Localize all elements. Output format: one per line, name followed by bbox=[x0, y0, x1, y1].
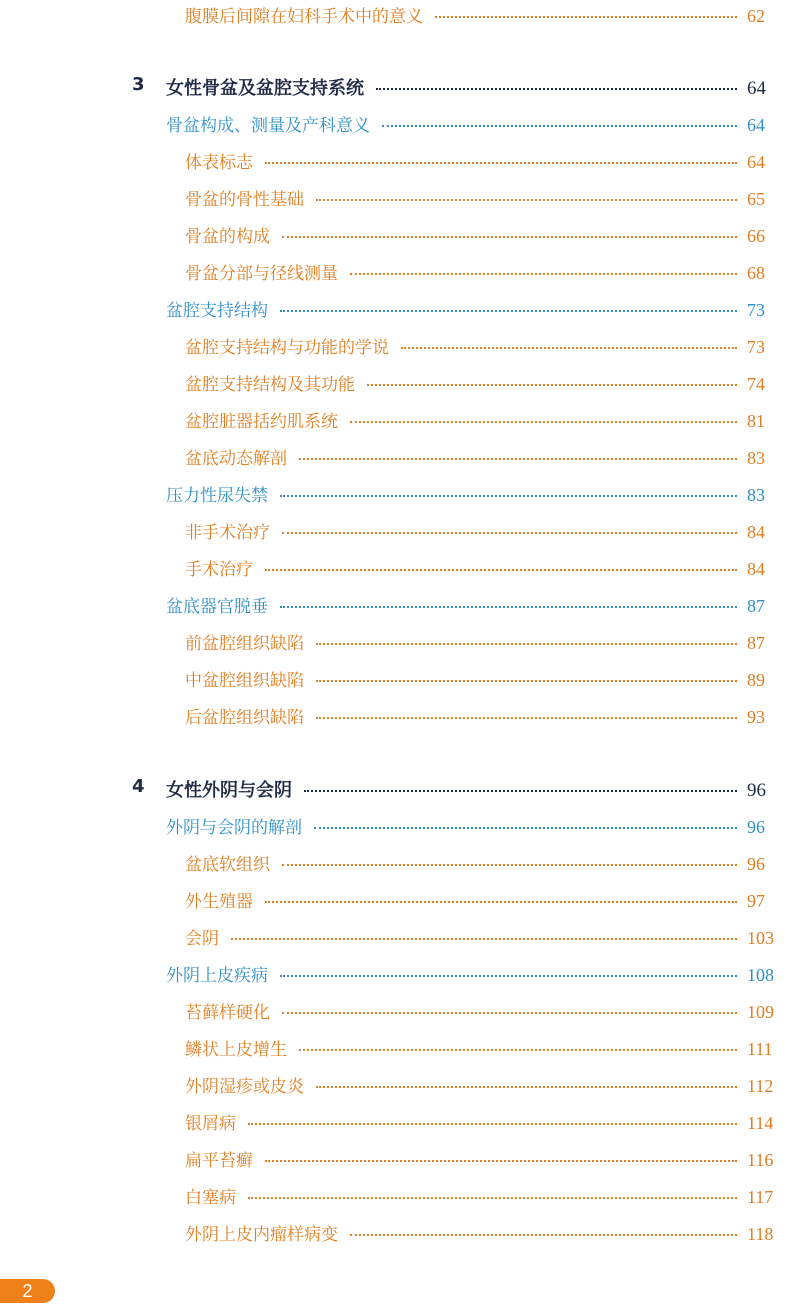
toc-entry[interactable] bbox=[185, 222, 785, 247]
toc-entry-title: 盆腔支持结构及其功能 bbox=[185, 375, 355, 395]
chapter-number: 3 bbox=[132, 74, 145, 95]
toc-entry-page: 87 bbox=[747, 633, 765, 653]
toc-entry-page: 118 bbox=[747, 1224, 774, 1244]
dot-leader bbox=[367, 384, 737, 386]
toc-entry-page: 97 bbox=[747, 891, 765, 911]
dot-leader bbox=[265, 901, 737, 903]
page-number-badge: 2 bbox=[0, 1279, 55, 1303]
toc-entry-page: 65 bbox=[747, 189, 765, 209]
toc-entry[interactable] bbox=[185, 1109, 785, 1134]
toc-entry[interactable] bbox=[185, 629, 785, 654]
toc-entry-page: 111 bbox=[747, 1039, 773, 1059]
dot-leader bbox=[282, 1012, 737, 1014]
dot-leader bbox=[231, 938, 737, 940]
dot-leader bbox=[299, 1049, 737, 1051]
toc-entry[interactable] bbox=[185, 924, 785, 949]
toc-entry[interactable] bbox=[185, 1072, 785, 1097]
dot-leader bbox=[350, 273, 737, 275]
toc-entry-title: 会阴 bbox=[185, 929, 219, 949]
toc-entry-page: 116 bbox=[747, 1150, 774, 1170]
toc-entry-page: 89 bbox=[747, 670, 765, 690]
toc-section-title: 外阴上皮疾病 bbox=[166, 966, 268, 986]
dot-leader bbox=[282, 864, 737, 866]
toc-chapter[interactable] bbox=[132, 776, 785, 802]
toc-entry-title: 后盆腔组织缺陷 bbox=[185, 708, 304, 728]
toc-entry-page: 93 bbox=[747, 707, 765, 727]
toc-section-page: 108 bbox=[747, 965, 774, 985]
toc-entry-page: 66 bbox=[747, 226, 765, 246]
toc-entry[interactable] bbox=[185, 2, 785, 27]
toc-entry-page: 109 bbox=[747, 1002, 774, 1022]
dot-leader bbox=[401, 347, 737, 349]
toc-entry-title: 手术治疗 bbox=[185, 560, 253, 580]
toc-section-title: 压力性尿失禁 bbox=[166, 486, 268, 506]
toc-entry-title: 非手术治疗 bbox=[185, 523, 270, 543]
toc-entry-page: 68 bbox=[747, 263, 765, 283]
chapter-number: 4 bbox=[132, 776, 145, 797]
toc-entry-title: 外生殖器 bbox=[185, 892, 253, 912]
toc-entry-title: 外阴湿疹或皮炎 bbox=[185, 1077, 304, 1097]
toc-entry-page: 74 bbox=[747, 374, 765, 394]
dot-leader bbox=[282, 532, 737, 534]
toc-section[interactable] bbox=[166, 296, 785, 321]
toc-entry-title: 鳞状上皮增生 bbox=[185, 1040, 287, 1060]
toc-section-title: 骨盆构成、测量及产科意义 bbox=[166, 116, 370, 136]
toc-section[interactable] bbox=[166, 813, 785, 838]
dot-leader bbox=[316, 1086, 737, 1088]
toc-entry-title: 体表标志 bbox=[185, 153, 253, 173]
toc-entry-page: 83 bbox=[747, 448, 765, 468]
toc-section-title: 外阴与会阴的解剖 bbox=[166, 818, 302, 838]
toc-chapter-title: 女性骨盆及盆腔支持系统 bbox=[166, 78, 364, 99]
toc-entry-title: 白塞病 bbox=[185, 1188, 236, 1208]
toc-entry-page: 96 bbox=[747, 854, 765, 874]
toc-entry-page: 117 bbox=[747, 1187, 774, 1207]
toc-section[interactable] bbox=[166, 481, 785, 506]
toc-entry-title: 骨盆的构成 bbox=[185, 227, 270, 247]
toc-entry[interactable] bbox=[185, 998, 785, 1023]
dot-leader bbox=[382, 125, 737, 127]
toc-chapter-page: 96 bbox=[747, 780, 766, 801]
dot-leader bbox=[316, 643, 737, 645]
toc-entry-title: 盆底软组织 bbox=[185, 855, 270, 875]
dot-leader bbox=[350, 421, 737, 423]
dot-leader bbox=[280, 606, 737, 608]
toc-entry[interactable] bbox=[185, 185, 785, 210]
dot-leader bbox=[265, 569, 737, 571]
toc-entry[interactable] bbox=[185, 1183, 785, 1208]
dot-leader bbox=[248, 1123, 737, 1125]
dot-leader bbox=[316, 717, 737, 719]
toc-entry-title: 外阴上皮内瘤样病变 bbox=[185, 1225, 338, 1245]
dot-leader bbox=[350, 1234, 737, 1236]
toc-entry[interactable] bbox=[185, 703, 785, 728]
toc-entry-title: 骨盆分部与径线测量 bbox=[185, 264, 338, 284]
toc-entry-title: 盆底动态解剖 bbox=[185, 449, 287, 469]
toc-entry[interactable] bbox=[185, 259, 785, 284]
toc-entry[interactable] bbox=[185, 407, 785, 432]
toc-entry-page: 112 bbox=[747, 1076, 774, 1096]
toc-entry-title: 银屑病 bbox=[185, 1114, 236, 1134]
toc-entry-page: 84 bbox=[747, 522, 765, 542]
toc-entry[interactable] bbox=[185, 370, 785, 395]
toc-chapter[interactable] bbox=[132, 74, 785, 100]
toc-entry[interactable] bbox=[185, 518, 785, 543]
toc-entry[interactable] bbox=[185, 666, 785, 691]
toc-entry[interactable] bbox=[185, 444, 785, 469]
toc-entry[interactable] bbox=[185, 887, 785, 912]
toc-chapter-page: 64 bbox=[747, 78, 766, 99]
dot-leader bbox=[376, 88, 737, 90]
toc-entry-title: 盆腔支持结构与功能的学说 bbox=[185, 338, 389, 358]
toc-section-title: 盆底器官脱垂 bbox=[166, 597, 268, 617]
dot-leader bbox=[265, 1160, 737, 1162]
toc-entry-title: 腹膜后间隙在妇科手术中的意义 bbox=[185, 7, 423, 27]
toc-section[interactable] bbox=[166, 592, 785, 617]
dot-leader bbox=[265, 162, 737, 164]
dot-leader bbox=[280, 310, 737, 312]
toc-entry-page: 103 bbox=[747, 928, 774, 948]
toc-entry[interactable] bbox=[185, 850, 785, 875]
dot-leader bbox=[280, 975, 737, 977]
dot-leader bbox=[282, 236, 737, 238]
toc-entry-page: 62 bbox=[747, 6, 765, 26]
toc-section-page: 73 bbox=[747, 300, 765, 320]
toc-section[interactable] bbox=[166, 111, 785, 136]
toc-entry-page: 73 bbox=[747, 337, 765, 357]
toc-section-page: 64 bbox=[747, 115, 765, 135]
dot-leader bbox=[435, 16, 737, 18]
toc-entry-page: 81 bbox=[747, 411, 765, 431]
dot-leader bbox=[280, 495, 737, 497]
toc-section[interactable] bbox=[166, 961, 785, 986]
toc-entry-title: 骨盆的骨性基础 bbox=[185, 190, 304, 210]
toc-entry[interactable] bbox=[185, 148, 785, 173]
toc-section-page: 83 bbox=[747, 485, 765, 505]
toc-entry-title: 中盆腔组织缺陷 bbox=[185, 671, 304, 691]
toc-chapter-title: 女性外阴与会阴 bbox=[166, 780, 292, 801]
toc-entry-page: 84 bbox=[747, 559, 765, 579]
toc-entry[interactable] bbox=[185, 555, 785, 580]
toc-section-title: 盆腔支持结构 bbox=[166, 301, 268, 321]
toc-entry-title: 苔藓样硬化 bbox=[185, 1003, 270, 1023]
toc-section-page: 87 bbox=[747, 596, 765, 616]
toc-entry-title: 前盆腔组织缺陷 bbox=[185, 634, 304, 654]
toc-entry[interactable] bbox=[185, 1220, 785, 1245]
toc-entry-page: 114 bbox=[747, 1113, 774, 1133]
toc-entry-title: 盆腔脏器括约肌系统 bbox=[185, 412, 338, 432]
dot-leader bbox=[299, 458, 737, 460]
dot-leader bbox=[316, 680, 737, 682]
toc-entry[interactable] bbox=[185, 1146, 785, 1171]
toc-entry-title: 扁平苔癣 bbox=[185, 1151, 253, 1171]
dot-leader bbox=[316, 199, 737, 201]
toc-entry[interactable] bbox=[185, 1035, 785, 1060]
dot-leader bbox=[248, 1197, 737, 1199]
toc-section-page: 96 bbox=[747, 817, 765, 837]
toc-entry-page: 64 bbox=[747, 152, 765, 172]
toc-entry[interactable] bbox=[185, 333, 785, 358]
dot-leader bbox=[314, 827, 737, 829]
dot-leader bbox=[304, 790, 737, 792]
